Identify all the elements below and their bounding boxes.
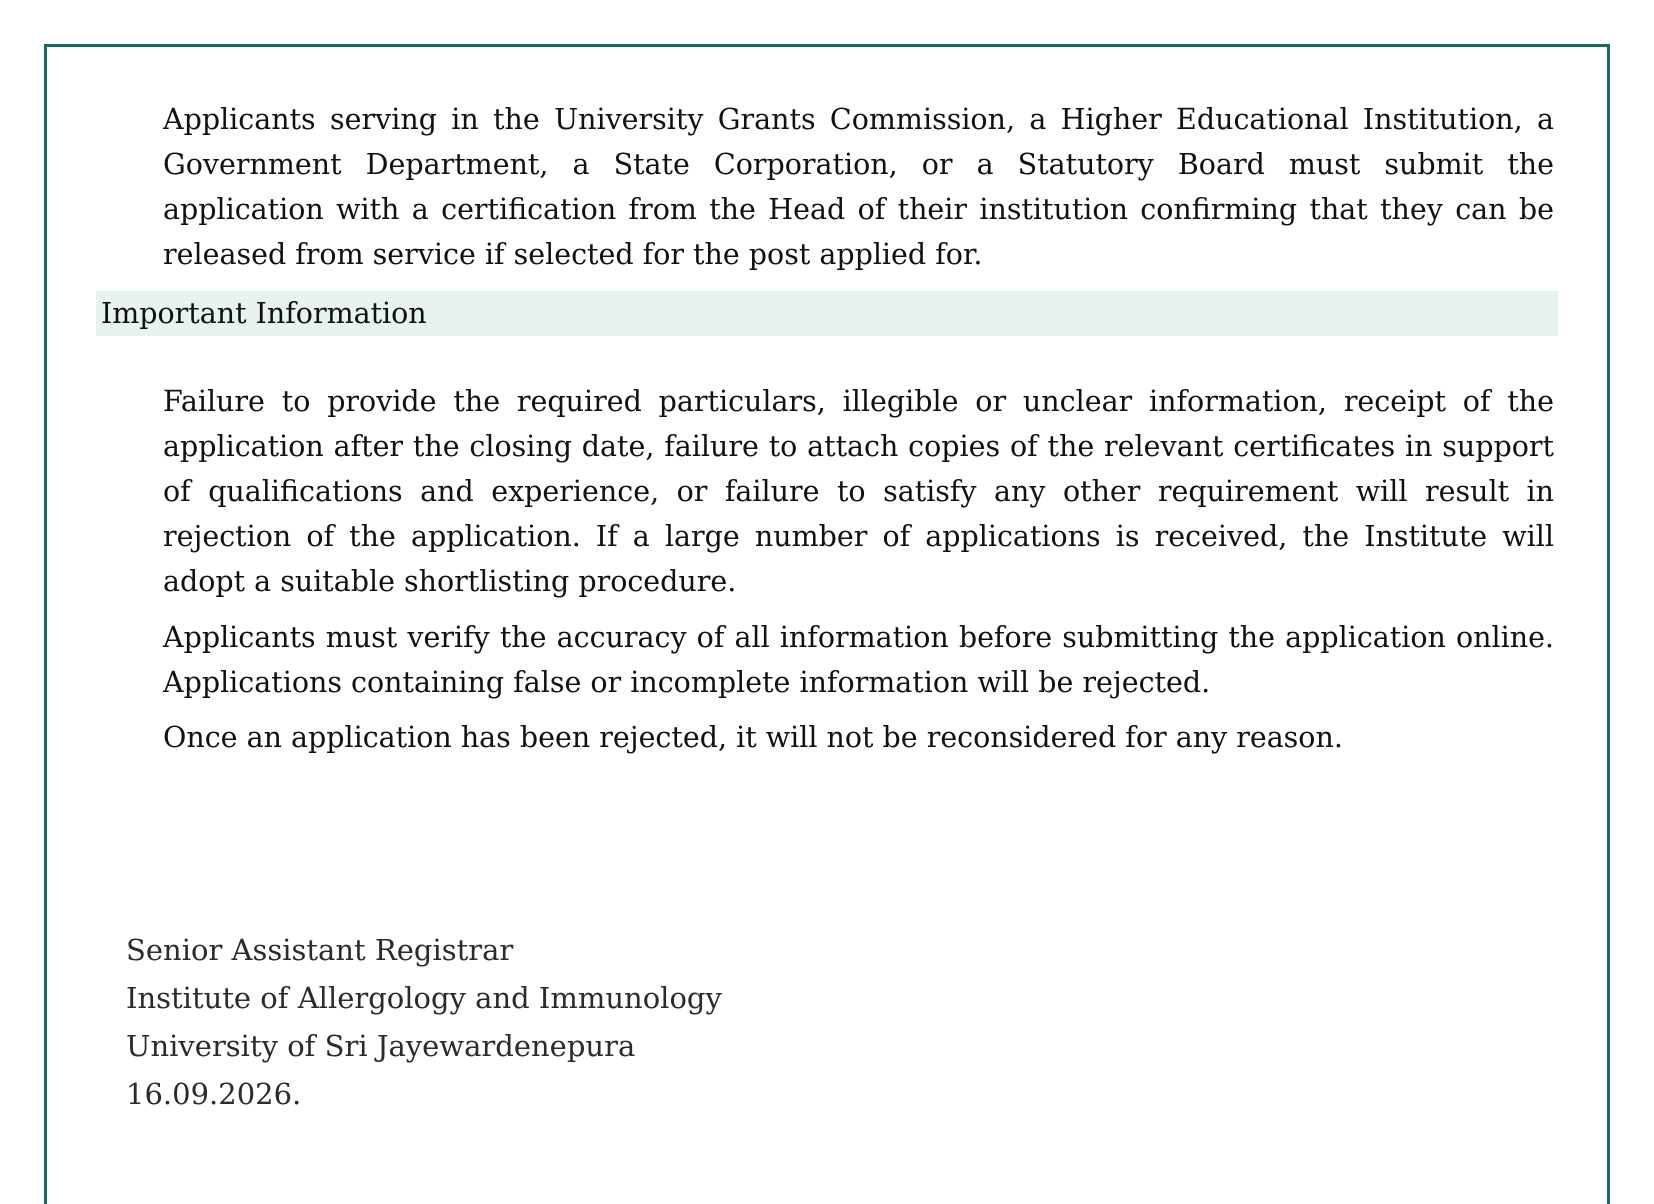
accuracy-paragraph: Applicants must verify the accuracy of all information before submitting the application online. Applications containing false or incomplete information will be rejected. — [163, 621, 1554, 699]
signature-date: 16.09.2026. — [126, 1077, 302, 1111]
rejection-criteria-paragraph: Failure to provide the required particulars, illegible or unclear information, receipt of the application after the closing date, failure to attach copies of the relevant certificates in support of qualifications and experience, or failure to satisfy any other requirement will result in rejection of the application. If a large number of applications is received, the Institute will adopt a suitable shortlisting procedure. — [163, 385, 1554, 598]
signatory-institute: Institute of Allergology and Immunology — [126, 981, 722, 1015]
signatory-title: Senior Assistant Registrar — [126, 933, 514, 967]
release-certification-paragraph: Applicants serving in the University Grants Commission, a Higher Educational Institution, a Government Department, a State Corporation, or a Statutory Board must submit the application with a certification from the Head of their institution confirming that they can be released from service if selected for the post applied for. — [163, 103, 1554, 271]
no-reconsideration-paragraph: Once an application has been rejected, it will not be reconsidered for any reason. — [163, 721, 1343, 754]
section-title: Important Information — [101, 297, 427, 330]
signatory-university: University of Sri Jayewardenepura — [126, 1029, 636, 1063]
signature-block — [126, 926, 722, 1118]
